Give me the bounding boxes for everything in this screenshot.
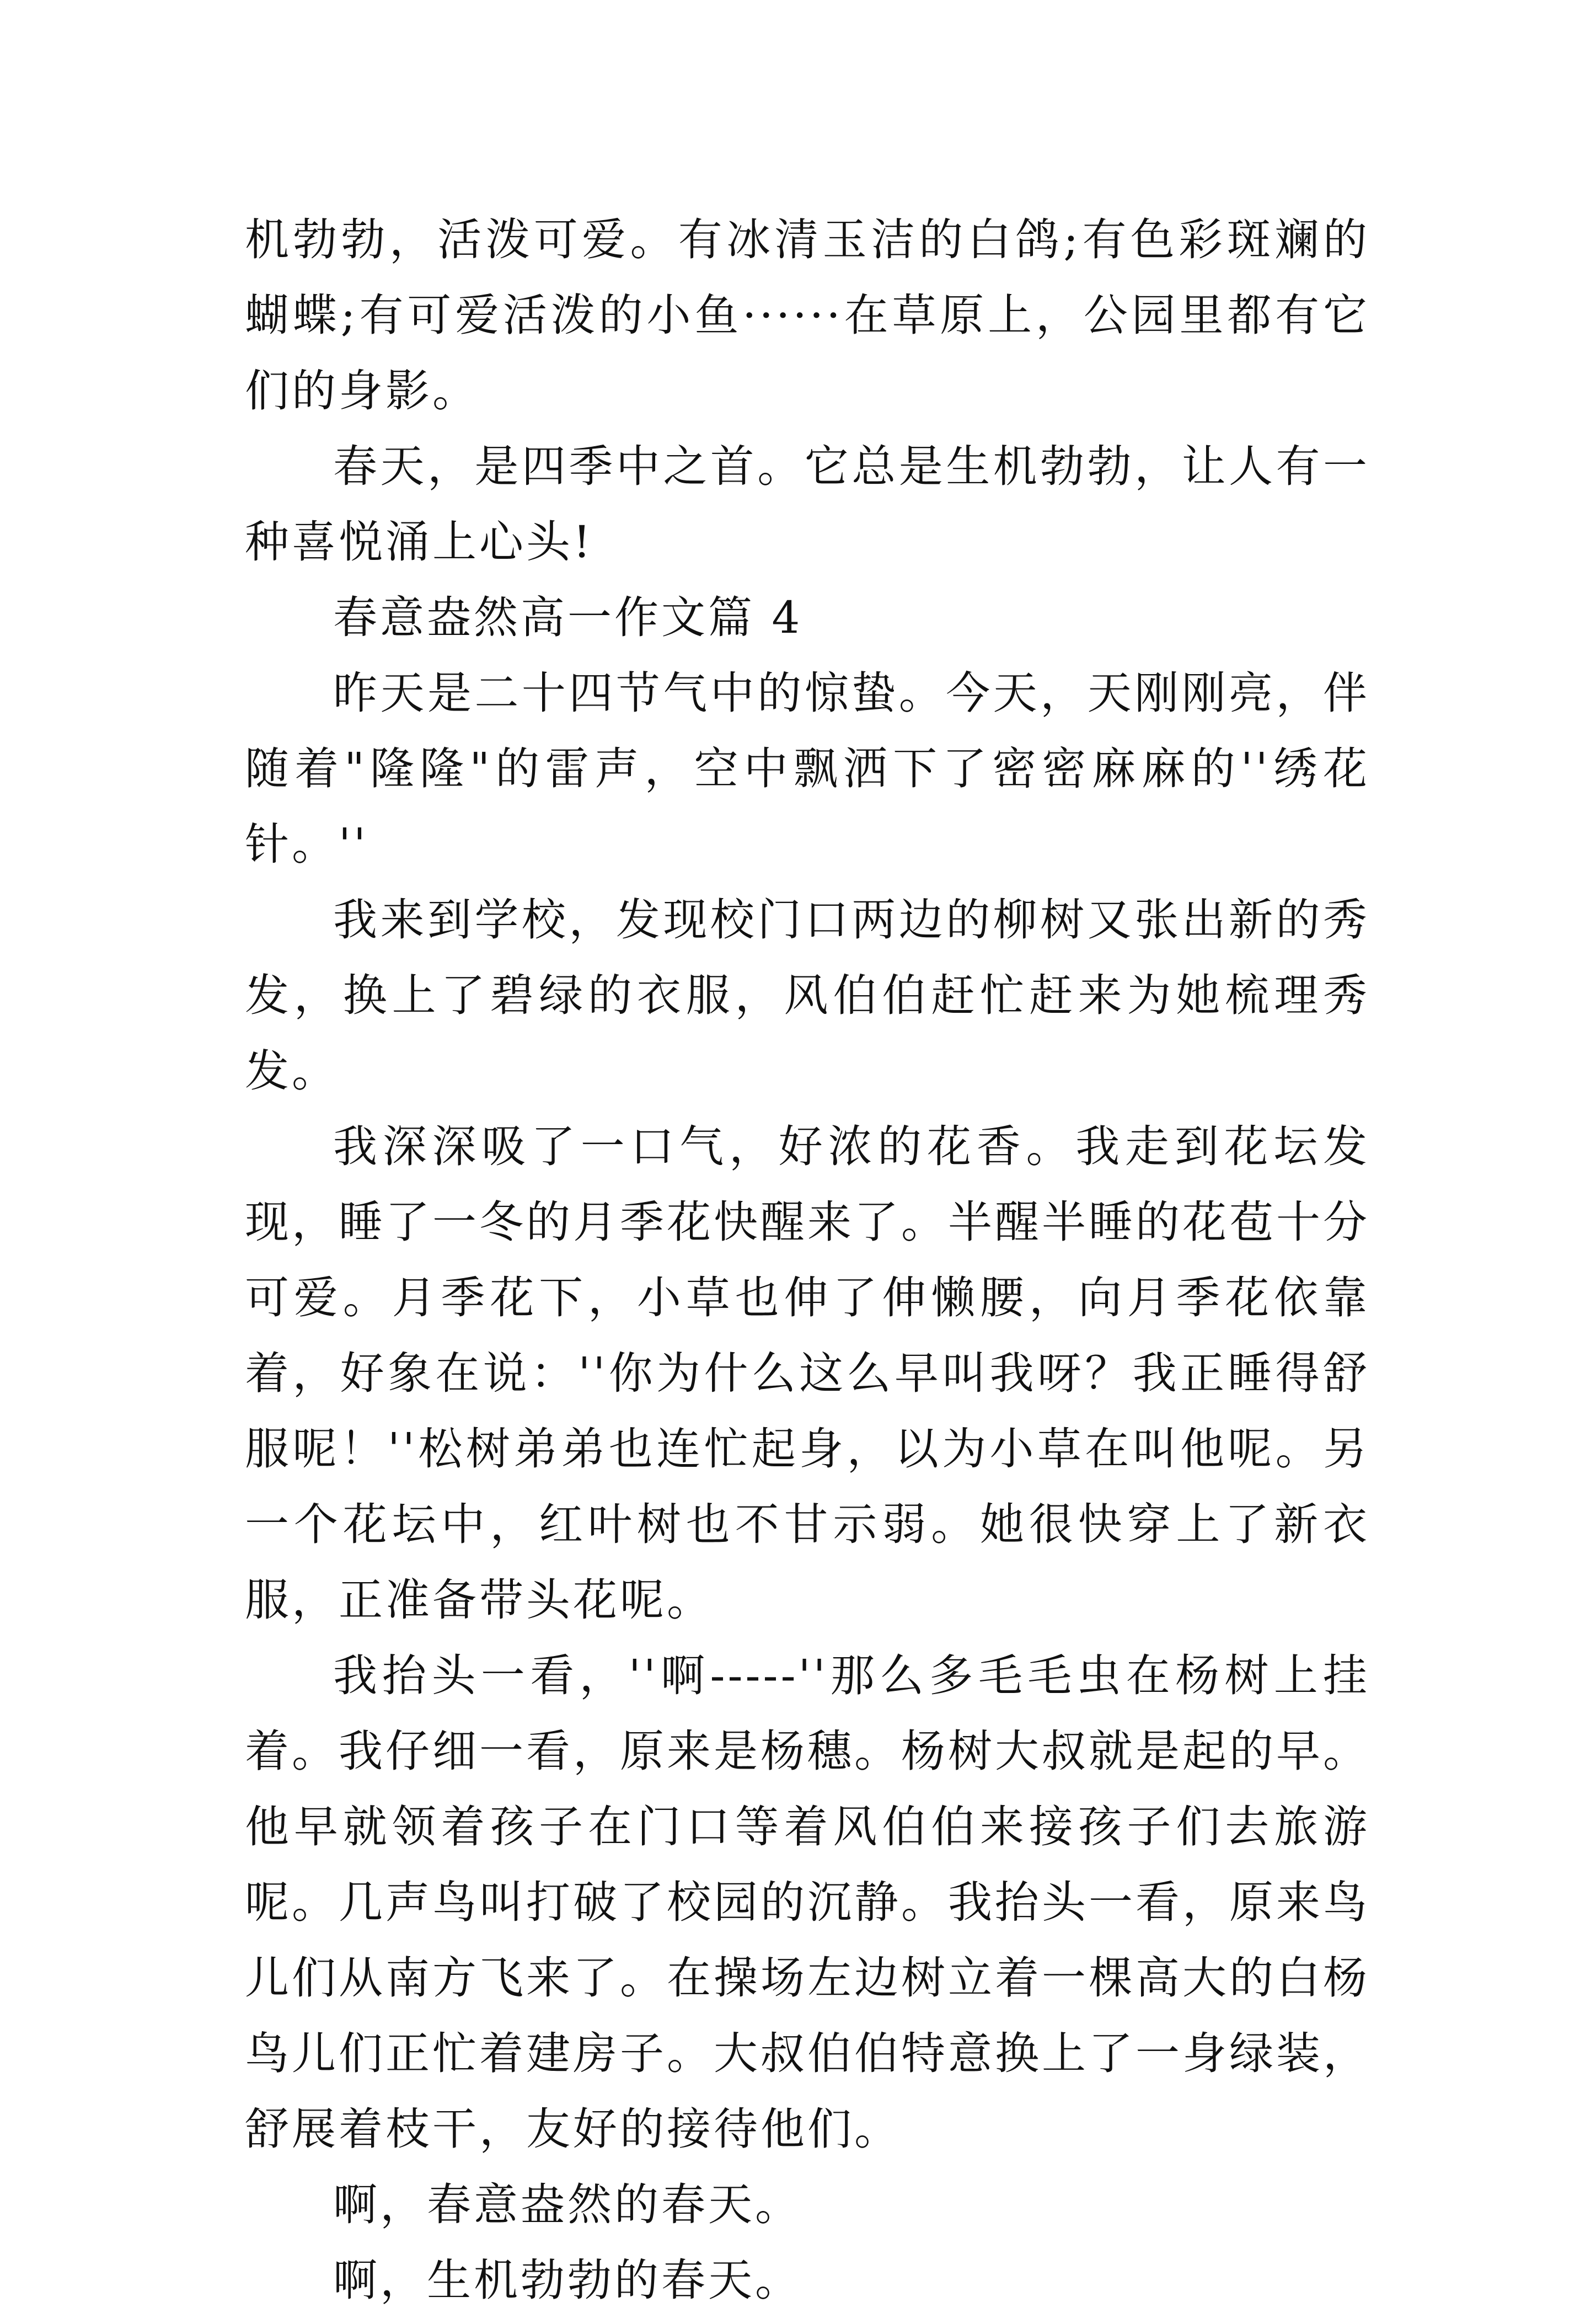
paragraph: 我深深吸了一口气，好浓的花香。我走到花坛发现，睡了一冬的月季花快醒来了。半醒半睡的花苞十分可爱。月季花下，小草也伸了伸懒腰，向月季花依靠着，好象在说：''你为什么这么早叫我呀？我正睡得舒服呢！''松树弟弟也连忙起身，以为小草在叫他呢。另一个花坛中，红叶树也不甘示弱。她很快穿上了新衣服，正准备带头花呢。 <box>245 1121 1370 1626</box>
paragraph: 啊，春意盎然的春天。 <box>333 2179 802 2230</box>
paragraph: 我抬头一看，''啊-----''那么多毛毛虫在杨树上挂着。我仔细一看，原来是杨穗。杨树大叔就是起的早。他早就领着孩子在门口等着风伯伯来接孩子们去旅游呢。几声鸟叫打破了校园的沉静。我抬头一看，原来鸟儿们从南方飞来了。在操场左边树立着一棵高大的白杨鸟儿们正忙着建房子。大叔伯伯特意换上了一身绿装，舒展着枝干，友好的接待他们。 <box>245 1650 1370 2155</box>
paragraph: 春天，是四季中之首。它总是生机勃勃，让人有一种喜悦涌上心头! <box>245 441 1370 568</box>
paragraph-continued: 机勃勃，活泼可爱。有冰清玉洁的白鸽;有色彩斑斓的蝴蝶;有可爱活泼的小鱼······在草原上，公园里都有它们的身影。 <box>245 214 1370 416</box>
paragraph: 昨天是二十四节气中的惊蛰。今天，天刚刚亮，伴随着"隆隆"的雷声，空中飘洒下了密密麻麻的''绣花针。'' <box>245 667 1370 870</box>
paragraph: 啊，生机勃勃的春天。 <box>333 2255 802 2306</box>
document-body <box>245 202 1370 2318</box>
paragraph: 我来到学校，发现校门口两边的柳树又张出新的秀发，换上了碧绿的衣服，风伯伯赶忙赶来为她梳理秀发。 <box>245 894 1370 1097</box>
section-heading: 春意盎然高一作文篇 4 <box>333 592 803 643</box>
